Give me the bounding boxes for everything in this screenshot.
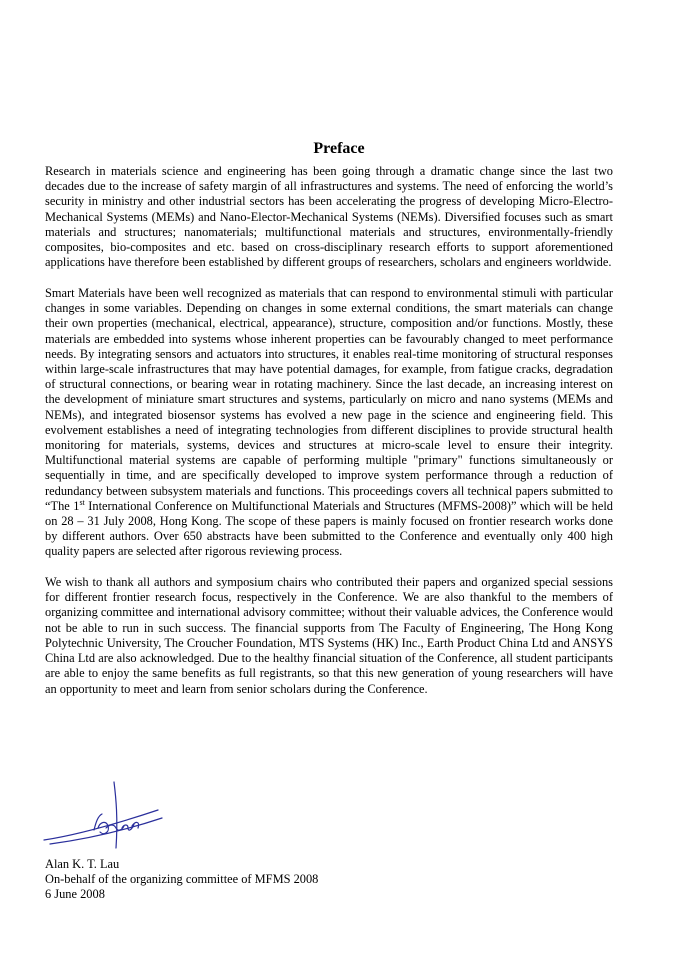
preface-date: 6 June 2008 [45,887,105,902]
handwritten-signature [40,778,170,858]
author-role: On-behalf of the organizing committee of MFMS 2008 [45,872,319,887]
author-name: Alan K. T. Lau [45,857,120,871]
paragraph-intro: Research in materials science and engineering has been going through a dramatic change since the last two decades due to the increase of safety margin of all infrastructures and systems. The need of enforcing the world’s security in ministry and other industrial sectors has been accelerating the progress of developing Micro-Electro-Mechanical Systems (MEMs) and Nano-Elector-Mechanical Systems (NEMs). Diversified focuses such as smart materials and structures; nanomaterials; multifunctional materials and structures, environmentally-friendly composites, bio-composites and etc. based on cross-disciplinary research efforts to support aforementioned applications have therefore been established by different groups of researchers, scholars and engineers worldwide. [45,164,613,270]
paragraph-acknowledgements: We wish to thank all authors and symposium chairs who contributed their papers and organized special sessions for different frontier research focus, respectively in the Conference. We are also thankful to the members of organizing committee and international advisory committee; without their valuable advices, the Conference would not be able to run in such success. The financial supports from The Faculty of Engineering, The Hong Kong Polytechnic University, The Croucher Foundation, MTS Systems (HK) Inc., Earth Product China Ltd and ANSYS China Ltd are also acknowledged. Due to the healthy financial situation of the Conference, all student participants are able to enjoy the same benefits as full registrants, so that this new generation of young researchers will have an opportunity to meet and learn from senior scholars during the Conference. [45,575,613,696]
paragraph-smart-materials-part-1: Smart Materials have been well recognized as materials that can respond to environmental stimuli with particular changes in some variables. Depending on changes in some external conditions, the smart materials can change their own properties (mechanical, electrical, appearance), structure, composition and/or functions. Mostly, these materials are embedded into systems whose inherent properties can be favourably changed to meet performance needs. By integrating sensors and actuators into structures, it enables real-time monitoring of structural responses within large-scale infrastructures that may have potential damages, for example, from fatigue cracks, degradation of structural connections, or bearing wear in rotating machinery. Since the last decade, an increasing interest on the development of miniature smart structures and systems, particularly on micro and nano systems (MEMs and NEMs), and integrated biosensor systems has evolved a new page in the science and engineering field. This evolvement establishes a need of integrating technologies from different disciplines to provide structural health monitoring for materials, systems, devices and structures at micro-scale level to ensure their integrity. Multifunctional material systems are capable of performing multiple "primary" functions simultaneously or sequentially in time, and are specifically developed to improve system performance through a reduction of redundancy between subsystem materials and functions. This proceedings covers all technical papers submitted to “The 1 [45,285,613,513]
preface-body [45,164,613,712]
page-title: Preface [313,140,365,157]
signoff-block [45,857,318,903]
paragraph-smart-materials-part-2: International Conference on Multifunctional Materials and Structures (MFMS-2008)” which will be held on 28 – 31 July 2008, Hong Kong. The scope of these papers is mainly focused on frontier research works done by different authors. Over 650 abstracts have been submitted to the Conference and eventually only 400 high quality papers are selected after rigorous reviewing process. [45,498,613,559]
paragraph-smart-materials [45,286,613,560]
ordinal-superscript: st [79,497,85,507]
